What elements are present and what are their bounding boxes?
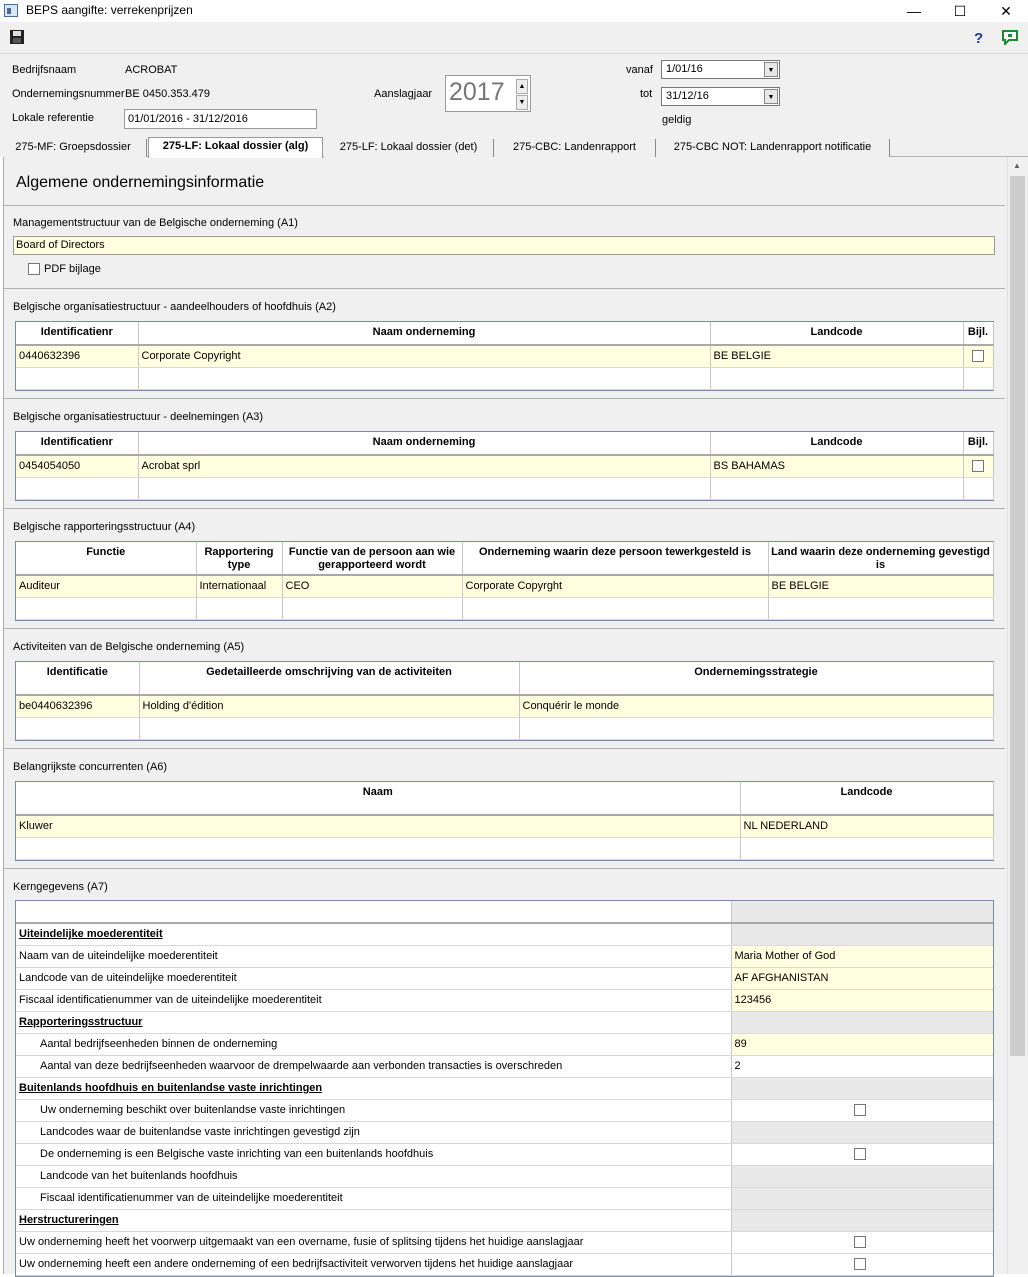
- ondernemingsnummer-value: BE 0450.353.479: [125, 88, 211, 100]
- kerngegevens-row[interactable]: [16, 1253, 993, 1275]
- deelnemingen-grid: [15, 431, 994, 501]
- divider: [4, 398, 1005, 399]
- row-value[interactable]: [731, 1231, 993, 1253]
- grid-cell[interactable]: Corporate Copyright: [138, 345, 710, 367]
- row-label: Landcodes waar de buitenlandse vaste inrichtingen gevestigd zijn: [16, 1121, 731, 1143]
- row-checkbox[interactable]: [854, 1236, 866, 1248]
- divider: [4, 508, 1005, 509]
- table-row[interactable]: [16, 345, 993, 367]
- row-value: [731, 1121, 993, 1143]
- grid-cell[interactable]: BE BELGIE: [710, 345, 963, 367]
- kerngegevens-row[interactable]: [16, 1187, 993, 1209]
- column-header[interactable]: Bijl.: [963, 432, 993, 455]
- tab-groepsdossier[interactable]: 275-MF: Groepsdossier: [0, 139, 147, 157]
- grid-cell[interactable]: Conquérir le monde: [519, 695, 993, 717]
- grid-cell[interactable]: NL NEDERLAND: [740, 815, 993, 837]
- spin-up-icon[interactable]: ▲: [516, 79, 528, 94]
- table-row[interactable]: [16, 455, 993, 477]
- column-header[interactable]: Onderneming waarin deze persoon tewerkgesteld is: [462, 542, 768, 575]
- chevron-down-icon[interactable]: ▼: [764, 62, 778, 77]
- row-label: Landcode van de uiteindelijke moederentiteit: [16, 967, 731, 989]
- svg-text:?: ?: [974, 30, 984, 46]
- vertical-scrollbar[interactable]: [1007, 157, 1028, 1274]
- geldig-status: geldig: [662, 114, 692, 126]
- bedrijfsnaam-label: Bedrijfsnaam: [12, 64, 77, 76]
- column-header[interactable]: Gedetailleerde omschrijving van de activiteiten: [139, 662, 519, 695]
- row-value[interactable]: Maria Mother of God: [731, 945, 993, 967]
- row-value: [731, 1209, 993, 1231]
- minimize-button[interactable]: —: [907, 3, 921, 19]
- column-header[interactable]: Landcode: [740, 782, 993, 815]
- row-value[interactable]: [731, 1099, 993, 1121]
- column-header[interactable]: Functie van de persoon aan wie gerapporteerd wordt: [282, 542, 462, 575]
- grid-cell[interactable]: BE BELGIE: [768, 575, 993, 597]
- row-value: [731, 923, 993, 945]
- spin-down-icon[interactable]: ▼: [516, 95, 528, 110]
- column-header[interactable]: Naam onderneming: [138, 432, 710, 455]
- column-header[interactable]: Rapportering type: [196, 542, 282, 575]
- column-header[interactable]: Landcode: [710, 322, 963, 345]
- close-button[interactable]: ✕: [1000, 3, 1012, 19]
- kerngegevens-row[interactable]: [16, 1121, 993, 1143]
- tab-lokaal-dossier-alg[interactable]: 275-LF: Lokaal dossier (alg): [148, 137, 323, 158]
- group-header: Buitenlands hoofdhuis en buitenlandse vaste inrichtingen: [16, 1077, 731, 1099]
- section-a4-label: Belgische rapporteringsstructuur (A4): [13, 521, 196, 533]
- table-row[interactable]: [16, 837, 993, 859]
- managementstructuur-input[interactable]: Board of Directors: [13, 236, 995, 255]
- grid-cell[interactable]: be0440632396: [16, 695, 139, 717]
- kerngegevens-grid: [15, 900, 994, 1277]
- column-header[interactable]: Landcode: [710, 432, 963, 455]
- kerngegevens-row[interactable]: [16, 945, 993, 967]
- grid-cell[interactable]: Internationaal: [196, 575, 282, 597]
- kerngegevens-row[interactable]: [16, 1165, 993, 1187]
- tab-bar: [0, 137, 1028, 157]
- scrollbar-thumb[interactable]: [1010, 176, 1025, 1056]
- aanslagjaar-value: 2017: [449, 78, 505, 106]
- column-header[interactable]: Bijl.: [963, 322, 993, 345]
- row-checkbox[interactable]: [854, 1104, 866, 1116]
- column-header[interactable]: Land waarin deze onderneming gevestigd is: [768, 542, 993, 575]
- grid-cell[interactable]: 0440632396: [16, 345, 138, 367]
- row-value: [731, 1187, 993, 1209]
- bijlage-checkbox[interactable]: [972, 350, 984, 362]
- concurrenten-grid: [15, 781, 994, 861]
- aanslagjaar-spinner[interactable]: [445, 75, 531, 112]
- aandeelhouders-grid: [15, 321, 994, 391]
- tot-label: tot: [640, 88, 653, 100]
- row-value: [731, 1077, 993, 1099]
- column-header[interactable]: Functie: [16, 542, 196, 575]
- row-label: Fiscaal identificatienummer van de uiteindelijke moederentiteit: [16, 989, 731, 1011]
- scroll-up-icon[interactable]: ▲: [1013, 161, 1021, 170]
- tab-landenrapport[interactable]: 275-CBC: Landenrapport: [494, 139, 656, 157]
- tot-date-picker[interactable]: [661, 87, 780, 106]
- divider: [4, 868, 1005, 869]
- row-checkbox[interactable]: [854, 1148, 866, 1160]
- grid-cell[interactable]: Acrobat sprl: [138, 455, 710, 477]
- row-label: Aantal van deze bedrijfseenheden waarvoor de drempelwaarde aan verbonden transacties is overschreden: [16, 1055, 731, 1077]
- floppy-disk-icon[interactable]: [10, 30, 24, 44]
- table-row[interactable]: [16, 695, 993, 717]
- table-row[interactable]: [16, 367, 993, 389]
- aanslagjaar-label: Aanslagjaar: [374, 88, 433, 100]
- grid-header-row: [16, 901, 993, 923]
- title-bar: [0, 0, 1028, 22]
- kerngegevens-row[interactable]: [16, 967, 993, 989]
- table-row[interactable]: [16, 477, 993, 499]
- row-label: Fiscaal identificatienummer van de uiteindelijke moederentiteit: [16, 1187, 731, 1209]
- table-row[interactable]: [16, 597, 993, 619]
- group-header: Uiteindelijke moederentiteit: [16, 923, 731, 945]
- row-value[interactable]: AF AFGHANISTAN: [731, 967, 993, 989]
- section-a3-label: Belgische organisatiestructuur - deelnemingen (A3): [13, 411, 264, 423]
- rapporteringsstructuur-grid: [15, 541, 994, 621]
- grid-cell[interactable]: [963, 455, 993, 477]
- question-mark-icon[interactable]: [972, 30, 986, 46]
- kerngegevens-row[interactable]: [16, 1143, 993, 1165]
- divider: [4, 288, 1005, 289]
- row-value[interactable]: [731, 1253, 993, 1275]
- group-header: Rapporteringsstructuur: [16, 1011, 731, 1033]
- ondernemingsnummer-label: Ondernemingsnummer: [12, 88, 125, 100]
- grid-cell[interactable]: CEO: [282, 575, 462, 597]
- row-label: Uw onderneming heeft een andere onderneming of een bedrijfsactiviteit verworven tijdens het huidige aanslagjaar: [16, 1253, 731, 1275]
- activiteiten-grid: [15, 661, 994, 741]
- row-label: Naam van de uiteindelijke moederentiteit: [16, 945, 731, 967]
- kerngegevens-row[interactable]: [16, 1055, 993, 1077]
- row-value[interactable]: 89: [731, 1033, 993, 1055]
- row-label: Aantal bedrijfseenheden binnen de onderneming: [16, 1033, 731, 1055]
- speech-bubble-icon[interactable]: [1002, 30, 1018, 45]
- kerngegevens-row[interactable]: [16, 1231, 993, 1253]
- divider: [4, 205, 1005, 206]
- section-a6-label: Belangrijkste concurrenten (A6): [13, 761, 168, 773]
- grid-cell[interactable]: Corporate Copyrght: [462, 575, 768, 597]
- kerngegevens-row[interactable]: [16, 1099, 993, 1121]
- grid-cell[interactable]: Kluwer: [16, 815, 740, 837]
- tot-value: 31/12/16: [666, 90, 709, 102]
- chevron-down-icon[interactable]: ▼: [764, 89, 778, 104]
- column-header[interactable]: Naam: [16, 782, 740, 815]
- tab-landenrapport-notificatie[interactable]: 275-CBC NOT: Landenrapport notificatie: [656, 139, 890, 157]
- grid-cell[interactable]: [963, 345, 993, 367]
- kerngegevens-row: [16, 1209, 993, 1231]
- toolbar: [0, 22, 1028, 54]
- page-title: Algemene ondernemingsinformatie: [16, 174, 265, 191]
- maximize-button[interactable]: ☐: [953, 3, 967, 19]
- section-a1-label: Managementstructuur van de Belgische onderneming (A1): [13, 217, 298, 229]
- grid-cell[interactable]: BS BAHAMAS: [710, 455, 963, 477]
- divider: [4, 628, 1005, 629]
- row-value: [731, 1011, 993, 1033]
- row-label: Uw onderneming heeft het voorwerp uitgemaakt van een overname, fusie of splitsing tijdens het huidige aanslagjaar: [16, 1231, 731, 1253]
- row-value[interactable]: [731, 1143, 993, 1165]
- column-header[interactable]: Identificatienr: [16, 322, 138, 345]
- grid-cell[interactable]: Auditeur: [16, 575, 196, 597]
- vanaf-date-picker[interactable]: [661, 60, 780, 79]
- section-a2-label: Belgische organisatiestructuur - aandeelhouders of hoofdhuis (A2): [13, 301, 336, 313]
- kerngegevens-row: [16, 923, 993, 945]
- group-header: Herstructureringen: [16, 1209, 731, 1231]
- row-label: Uw onderneming beschikt over buitenlandse vaste inrichtingen: [16, 1099, 731, 1121]
- row-label: Landcode van het buitenlands hoofdhuis: [16, 1165, 731, 1187]
- table-row[interactable]: [16, 575, 993, 597]
- row-value[interactable]: 2: [731, 1055, 993, 1077]
- bijlage-checkbox[interactable]: [972, 460, 984, 472]
- pdf-bijlage-checkbox[interactable]: [28, 263, 40, 275]
- vanaf-label: vanaf: [626, 64, 653, 76]
- divider: [4, 748, 1005, 749]
- grid-cell[interactable]: 0454054050: [16, 455, 138, 477]
- section-a5-label: Activiteiten van de Belgische onderneming (A5): [13, 641, 245, 653]
- app-icon: [4, 4, 18, 17]
- column-header[interactable]: Identificatie: [16, 662, 139, 695]
- kerngegevens-row: [16, 1077, 993, 1099]
- window-title: BEPS aangifte: verrekenprijzen: [26, 3, 193, 17]
- row-checkbox[interactable]: [854, 1258, 866, 1270]
- row-value[interactable]: 123456: [731, 989, 993, 1011]
- lokale-referentie-label: Lokale referentie: [12, 112, 94, 124]
- kerngegevens-row[interactable]: [16, 989, 993, 1011]
- column-header[interactable]: Ondernemingsstrategie: [519, 662, 993, 695]
- lokale-referentie-input[interactable]: 01/01/2016 - 31/12/2016: [124, 109, 317, 129]
- table-row[interactable]: [16, 717, 993, 739]
- column-header[interactable]: Identificatienr: [16, 432, 138, 455]
- bedrijfsnaam-value: ACROBAT: [125, 64, 178, 76]
- kerngegevens-row[interactable]: [16, 1033, 993, 1055]
- row-label: De onderneming is een Belgische vaste inrichting van een buitenlands hoofdhuis: [16, 1143, 731, 1165]
- vanaf-value: 1/01/16: [666, 63, 703, 75]
- pdf-bijlage-label: PDF bijlage: [44, 263, 101, 275]
- column-header[interactable]: Naam onderneming: [138, 322, 710, 345]
- section-a7-label: Kerngegevens (A7): [13, 881, 108, 893]
- kerngegevens-row: [16, 1011, 993, 1033]
- table-row[interactable]: [16, 815, 993, 837]
- tab-lokaal-dossier-det[interactable]: 275-LF: Lokaal dossier (det): [324, 139, 494, 157]
- grid-cell[interactable]: Holding d'édition: [139, 695, 519, 717]
- row-value: [731, 1165, 993, 1187]
